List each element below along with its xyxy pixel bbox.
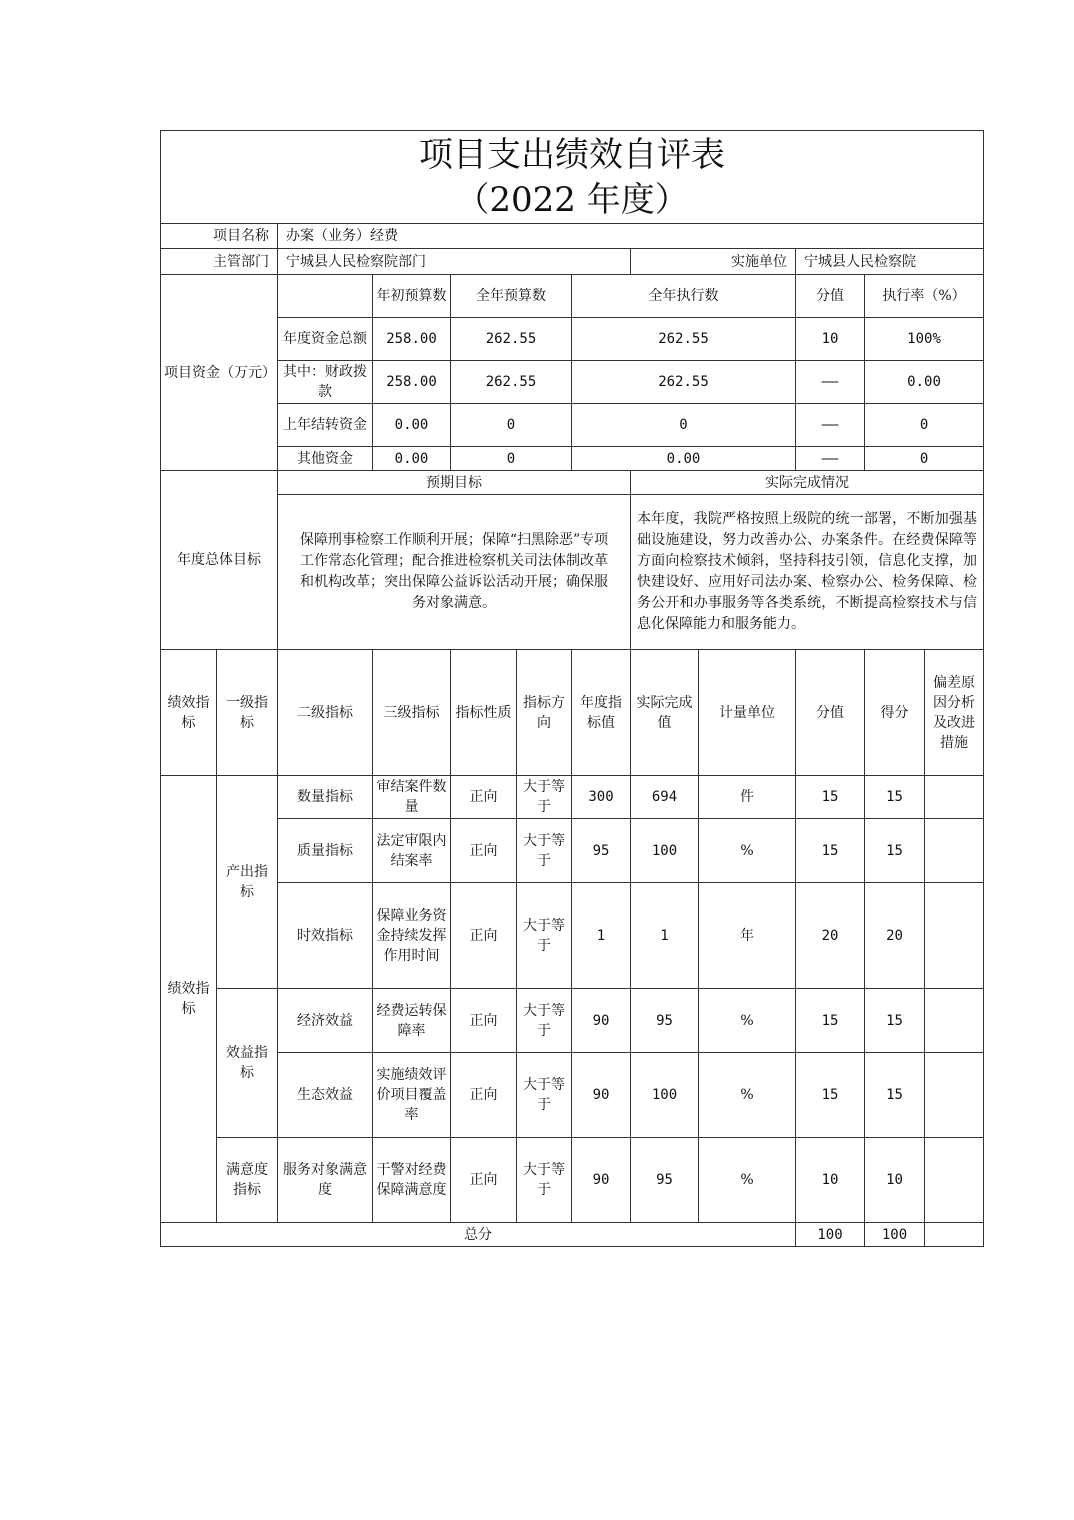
perf-row-score: 15: [865, 989, 925, 1053]
perf-row-level3: 保障业务资金持续发挥作用时间: [373, 883, 451, 989]
evaluation-table: [160, 130, 984, 1247]
actual-completion-text: 本年度，我院严格按照上级院的统一部署，不断加强基础设施建设，努力改善办公、办案条件。在经费保障等方面向检察技术倾斜，坚持科技引领，信息化支撑，加快建设好、应用好司法办案、检察办公、检务保障、检务公开和办事服务等各类系统，不断提高检察技术与信息化保障能力和服务能力。: [631, 495, 984, 650]
perf-row-reason: [925, 1053, 984, 1138]
perf-header-level3: 三级指标: [373, 650, 451, 776]
perf-row-level3: 实施绩效评价项目覆盖率: [373, 1053, 451, 1138]
funds-row-executed: 0: [572, 404, 796, 447]
perf-row-direction: 大于等于: [517, 776, 572, 819]
perf-row-score-value: 15: [796, 1053, 865, 1138]
funds-row-initial: 258.00: [373, 361, 451, 404]
funds-header-executed: 全年执行数: [572, 275, 796, 318]
perf-row-unit: 件: [699, 776, 796, 819]
funds-row-rate: 0: [865, 447, 984, 471]
expected-goal-header: 预期目标: [278, 471, 631, 495]
funds-row-score-value: ——: [796, 404, 865, 447]
total-reason: [925, 1223, 984, 1247]
funds-row-executed: 262.55: [572, 318, 796, 361]
perf-row-level3: 干警对经费保障满意度: [373, 1138, 451, 1223]
actual-completion-header: 实际完成情况: [631, 471, 984, 495]
perf-row-score: 15: [865, 1053, 925, 1138]
total-score: 100: [865, 1223, 925, 1247]
funds-header-blank: [278, 275, 373, 318]
perf-row-reason: [925, 883, 984, 989]
perf-row-level2: 生态效益: [278, 1053, 373, 1138]
perf-row-score-value: 15: [796, 819, 865, 883]
funds-row-name: 上年结转资金: [278, 404, 373, 447]
funds-row-full-budget: 262.55: [451, 318, 572, 361]
perf-row-actual: 95: [631, 989, 699, 1053]
perf-header-actual: 实际完成值: [631, 650, 699, 776]
funds-label: 项目资金（万元）: [161, 275, 278, 471]
perf-row-unit: %: [699, 1138, 796, 1223]
funds-row-name: 其中：财政拨款: [278, 361, 373, 404]
perf-row-reason: [925, 1138, 984, 1223]
perf-header-score: 得分: [865, 650, 925, 776]
perf-row-target: 90: [572, 989, 631, 1053]
funds-row-executed: 262.55: [572, 361, 796, 404]
perf-row-score-value: 20: [796, 883, 865, 989]
perf-row-nature: 正向: [451, 819, 517, 883]
perf-row-unit: 年: [699, 883, 796, 989]
expected-goal-text: 保障刑事检察工作顺利开展；保障“扫黑除恶”专项工作常态化管理；配合推进检察机关司法体制改革和机构改革；突出保障公益诉讼活动开展；确保服务对象满意。: [278, 495, 631, 650]
perf-row-direction: 大于等于: [517, 1053, 572, 1138]
funds-row-rate: 0: [865, 404, 984, 447]
form-title: 项目支出绩效自评表: [419, 135, 726, 175]
funds-row-score-value: ——: [796, 361, 865, 404]
perf-row-score-value: 10: [796, 1138, 865, 1223]
perf-row-nature: 正向: [451, 1053, 517, 1138]
perf-row-target: 300: [572, 776, 631, 819]
perf-row-level3: 法定审限内结案率: [373, 819, 451, 883]
title-cell: [161, 131, 984, 224]
perf-row-unit: %: [699, 989, 796, 1053]
perf-row-target: 95: [572, 819, 631, 883]
perf-row-actual: 1: [631, 883, 699, 989]
perf-row-score-value: 15: [796, 989, 865, 1053]
perf-row-nature: 正向: [451, 989, 517, 1053]
project-name-label: 项目名称: [161, 224, 278, 249]
perf-row-level2: 质量指标: [278, 819, 373, 883]
funds-row-executed: 0.00: [572, 447, 796, 471]
performance-self-evaluation-form: [160, 130, 983, 1247]
perf-row-unit: %: [699, 819, 796, 883]
perf-row-actual: 95: [631, 1138, 699, 1223]
funds-header-rate: 执行率（%）: [865, 275, 984, 318]
perf-row-level2: 数量指标: [278, 776, 373, 819]
funds-row-name: 年度资金总额: [278, 318, 373, 361]
perf-header-target: 年度指标值: [572, 650, 631, 776]
perf-row-direction: 大于等于: [517, 883, 572, 989]
funds-row-name: 其他资金: [278, 447, 373, 471]
dept-label: 主管部门: [161, 249, 278, 275]
funds-row-rate: 0.00: [865, 361, 984, 404]
perf-row-unit: %: [699, 1053, 796, 1138]
funds-header-score-value: 分值: [796, 275, 865, 318]
perf-row-actual: 100: [631, 819, 699, 883]
perf-row-nature: 正向: [451, 883, 517, 989]
perf-row-level2: 时效指标: [278, 883, 373, 989]
perf-header-level2: 二级指标: [278, 650, 373, 776]
funds-row-rate: 100%: [865, 318, 984, 361]
impl-unit-value: 宁城县人民检察院: [796, 249, 984, 275]
funds-row-initial: 258.00: [373, 318, 451, 361]
perf-header-level1: 一级指标: [217, 650, 278, 776]
perf-row-reason: [925, 989, 984, 1053]
perf-row-direction: 大于等于: [517, 1138, 572, 1223]
level1-benefit: 效益指标: [217, 989, 278, 1138]
funds-row-score-value: ——: [796, 447, 865, 471]
perf-row-score: 10: [865, 1138, 925, 1223]
form-subtitle: （2022 年度）: [455, 180, 689, 220]
perf-row-reason: [925, 776, 984, 819]
perf-row-direction: 大于等于: [517, 819, 572, 883]
perf-header-nature: 指标性质: [451, 650, 517, 776]
total-label: 总分: [161, 1223, 796, 1247]
perf-header-direction: 指标方向: [517, 650, 572, 776]
funds-row-score-value: 10: [796, 318, 865, 361]
perf-header-score-value: 分值: [796, 650, 865, 776]
perf-row-direction: 大于等于: [517, 989, 572, 1053]
perf-row-score-value: 15: [796, 776, 865, 819]
dept-value: 宁城县人民检察院部门: [278, 249, 631, 275]
level1-output: 产出指标: [217, 776, 278, 989]
funds-header-full-budget: 全年预算数: [451, 275, 572, 318]
funds-row-full-budget: 262.55: [451, 361, 572, 404]
perf-row-score: 15: [865, 819, 925, 883]
perf-header-group: 绩效指标: [161, 650, 217, 776]
funds-header-initial: 年初预算数: [373, 275, 451, 318]
perf-header-reason: 偏差原因分析及改进措施: [925, 650, 984, 776]
perf-row-score: 15: [865, 776, 925, 819]
impl-unit-label: 实施单位: [631, 249, 796, 275]
goals-label: 年度总体目标: [161, 471, 278, 650]
perf-row-level2: 经济效益: [278, 989, 373, 1053]
perf-row-target: 90: [572, 1053, 631, 1138]
perf-row-nature: 正向: [451, 1138, 517, 1223]
perf-row-actual: 100: [631, 1053, 699, 1138]
perf-header-unit: 计量单位: [699, 650, 796, 776]
perf-row-score: 20: [865, 883, 925, 989]
perf-row-level3: 经费运转保障率: [373, 989, 451, 1053]
project-name-value: 办案（业务）经费: [278, 224, 984, 249]
funds-row-full-budget: 0: [451, 404, 572, 447]
perf-group-label: 绩效指标: [161, 776, 217, 1223]
perf-row-level2: 服务对象满意度: [278, 1138, 373, 1223]
perf-row-nature: 正向: [451, 776, 517, 819]
perf-row-reason: [925, 819, 984, 883]
perf-row-target: 90: [572, 1138, 631, 1223]
perf-row-actual: 694: [631, 776, 699, 819]
perf-row-target: 1: [572, 883, 631, 989]
total-score-value: 100: [796, 1223, 865, 1247]
level1-satisfaction: 满意度指标: [217, 1138, 278, 1223]
perf-row-level3: 审结案件数量: [373, 776, 451, 819]
funds-row-initial: 0.00: [373, 447, 451, 471]
funds-row-initial: 0.00: [373, 404, 451, 447]
funds-row-full-budget: 0: [451, 447, 572, 471]
